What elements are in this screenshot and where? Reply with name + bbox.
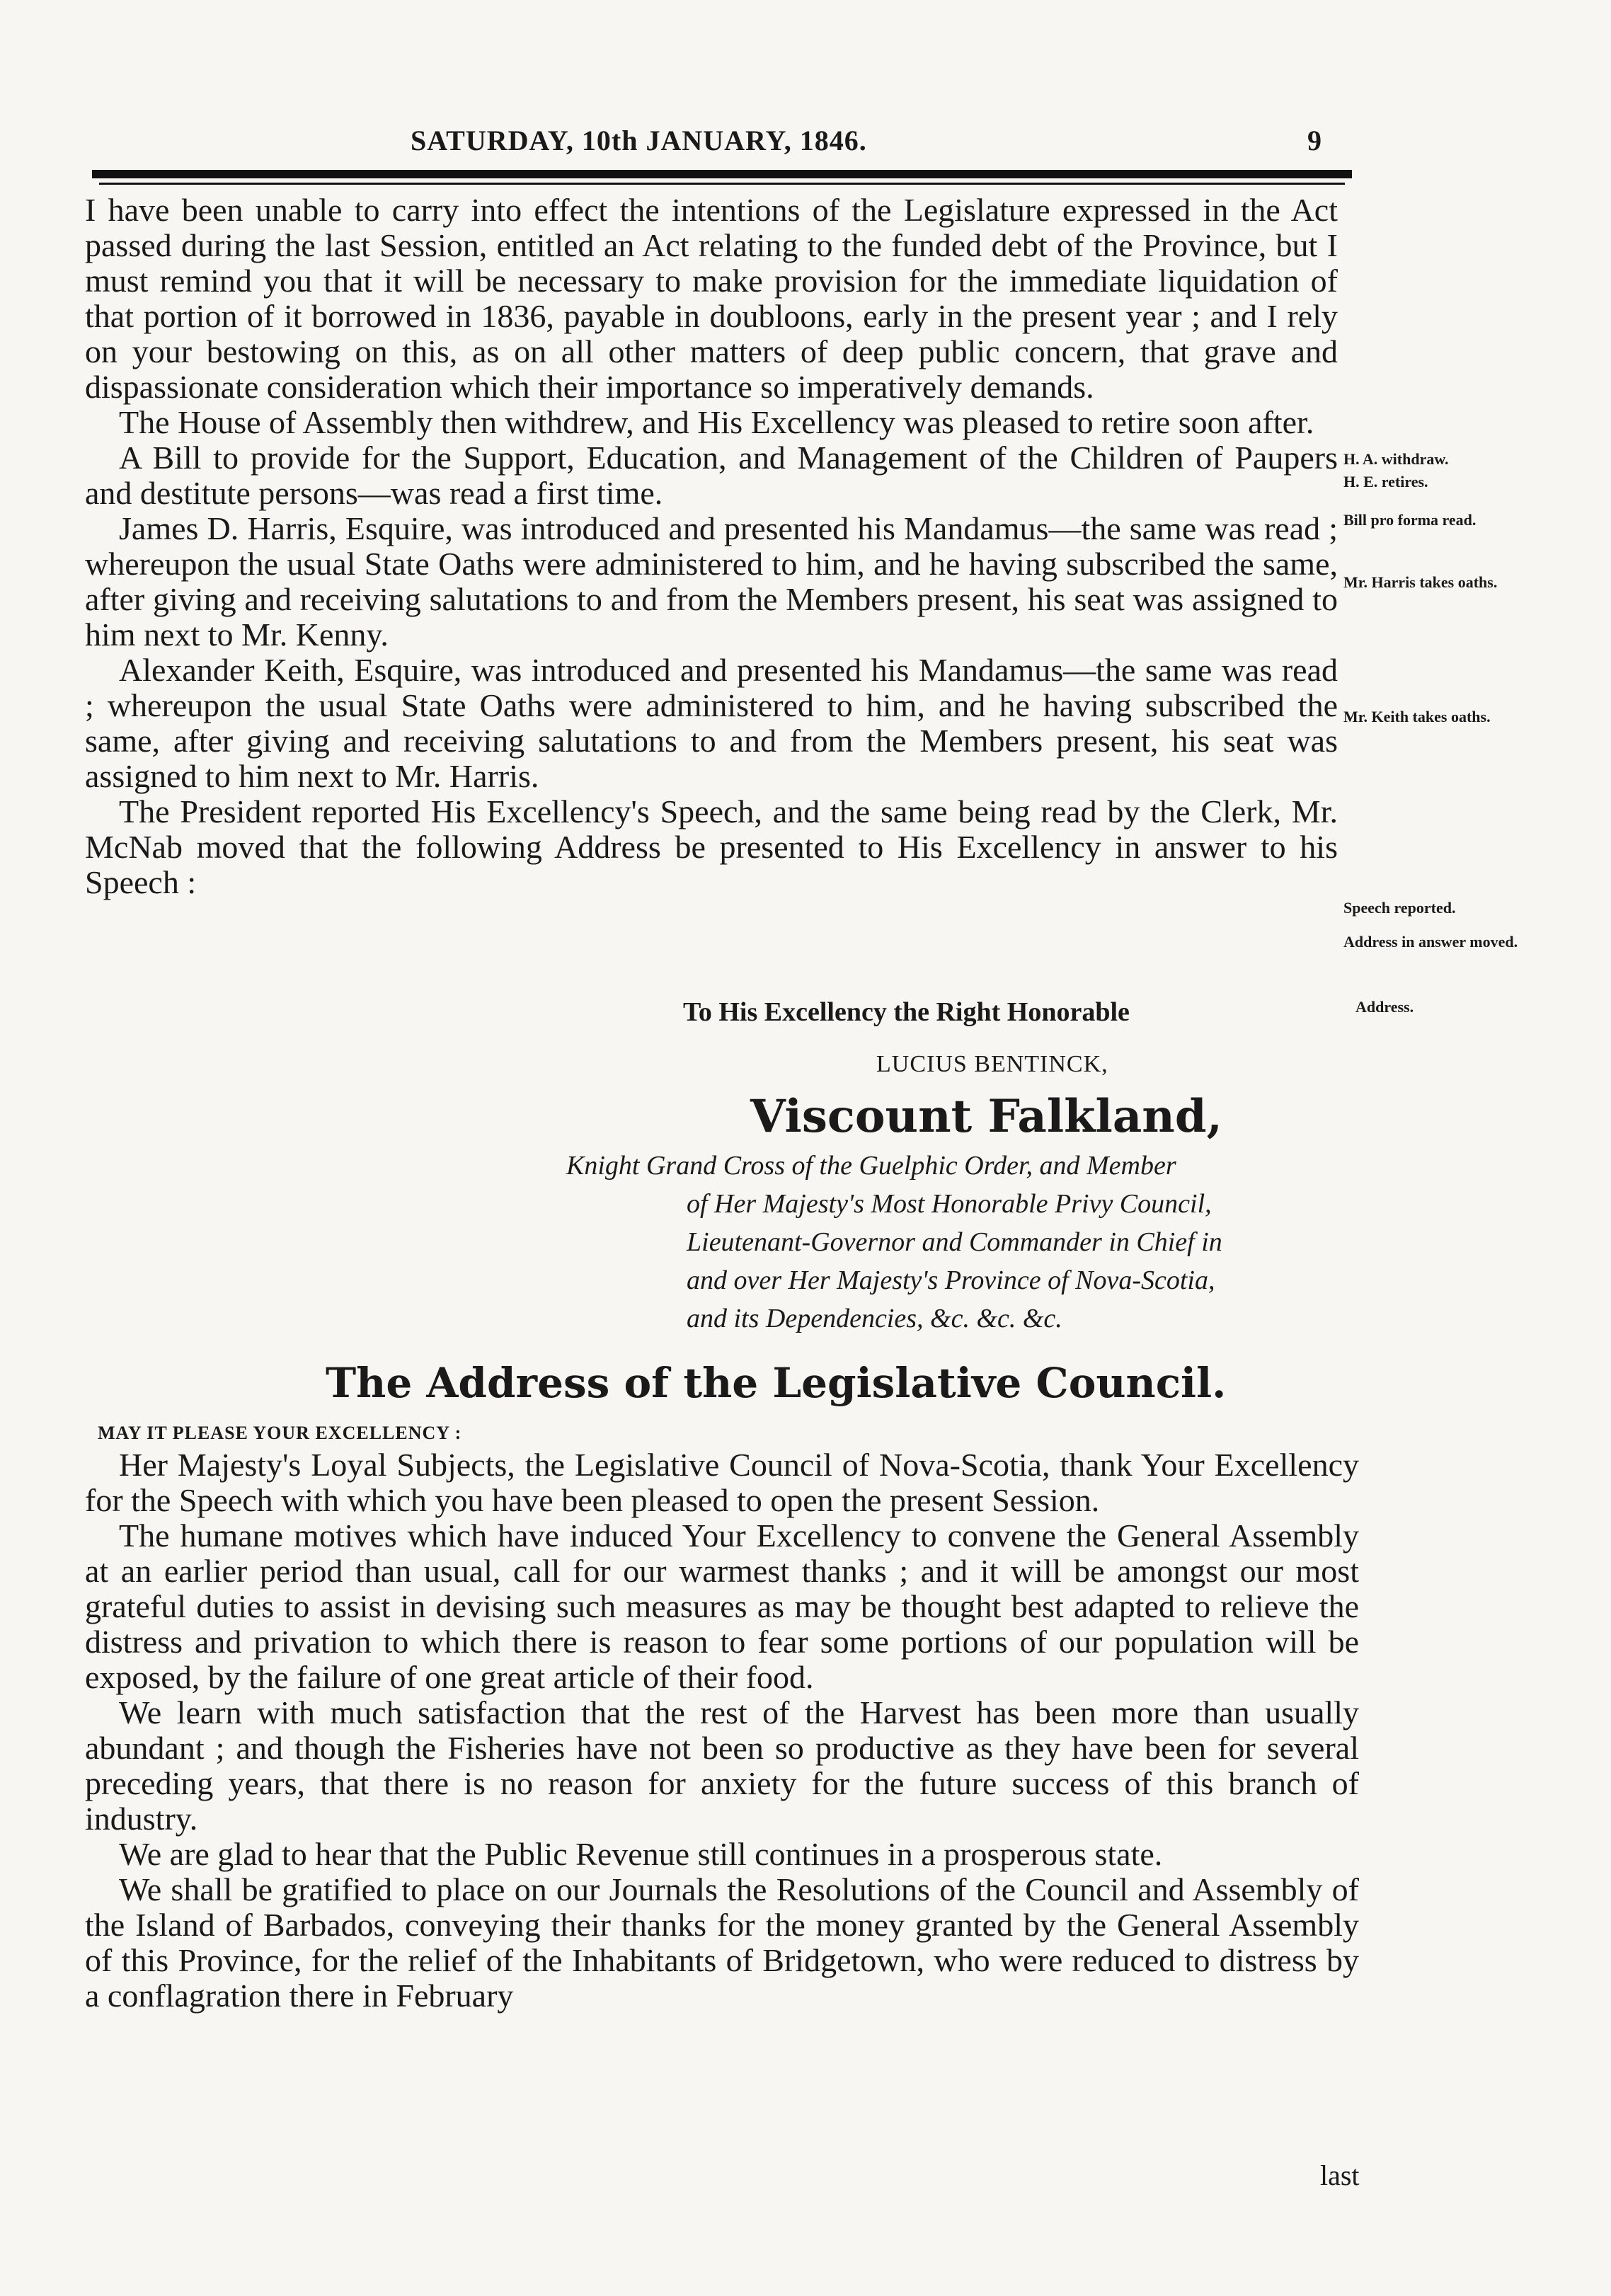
margin-note-keith: Mr. Keith takes oaths. <box>1343 708 1491 725</box>
council-heading: The Address of the Legislative Council. <box>326 1359 1227 1407</box>
margin-note-address: Address. <box>1355 998 1414 1016</box>
page-header <box>411 124 1331 157</box>
main-text <box>85 193 1338 900</box>
address-paragraph-motives: The humane motives which have induced Your Excellency to convene the General Assembly at an earlier period than usual, call for our warmest thanks ; and it will be amongst our most grateful duties to assist in devising such measures as may be thought best adapted to relieve the distress and privation to which there is reason to fear some portions of our population will be exposed, by the failure of one great article of their food. <box>85 1517 1359 1695</box>
paragraph-legislature: I have been unable to carry into effect the intentions of the Legislature expressed in the Act passed during the last Session, entitled an Act relating to the funded debt of the Province, but I must remind you that it will be necessary to make provision for the immediate liquidation of that portion of it borrowed in 1836, payable in doubloons, early in the present year ; and I rely on your bestowing on this, as on all other matters of deep public concern, that grave and dispassionate consideration which their importance so imperatively demands. <box>85 192 1338 405</box>
address-viscount: Viscount Falkland, <box>750 1090 1222 1143</box>
address-paragraph-revenue: We are glad to hear that the Public Revenue still continues in a prosperous state. <box>119 1836 1163 1872</box>
address-name: LUCIUS BENTINCK, <box>876 1051 1108 1077</box>
margin-note-address-moved: Address in answer moved. <box>1343 933 1518 951</box>
paragraph-withdrew: The House of Assembly then withdrew, and His Excellency was pleased to retire soon after. <box>119 404 1314 440</box>
titles-line-2: of Her Majesty's Most Honorable Privy Council, <box>687 1189 1212 1219</box>
paragraph-speech: The President reported His Excellency's Speech, and the same being read by the Clerk, Mr. McNab moved that the following Address be presented to His Excellency in answer to his Speech : <box>85 793 1338 900</box>
address-to: To His Excellency the Right Honorable <box>683 997 1130 1027</box>
margin-note-harris: Mr. Harris takes oaths. <box>1343 573 1498 591</box>
catchword: last <box>1320 2159 1360 2191</box>
address-paragraph-harvest: We learn with much satisfaction that the rest of the Harvest has been more than usually abundant ; and though the Fisheries have not been so productive as they have been for several preceding years, that there is no reason for anxiety for the future success of this branch of industry. <box>85 1694 1359 1837</box>
page-number: 9 <box>1307 125 1322 156</box>
header-rule-thick <box>92 170 1352 178</box>
header-date: SATURDAY, 10th JANUARY, 1846. <box>411 125 867 156</box>
titles-line-3: Lieutenant-Governor and Commander in Chief in <box>687 1227 1222 1257</box>
titles-line-5: and its Dependencies, &c. &c. &c. <box>687 1304 1062 1333</box>
address-titles <box>566 1147 1359 1338</box>
margin-note-retires: H. E. retires. <box>1343 473 1428 490</box>
margin-note-bill: Bill pro forma read. <box>1343 511 1477 529</box>
titles-line-4: and over Her Majesty's Province of Nova-Scotia, <box>687 1265 1215 1295</box>
paragraph-keith: Alexander Keith, Esquire, was introduced and presented his Mandamus—the same was read ; whereupon the usual State Oaths were administered to him, and he having subscribed the same, after giving and receiving salutations to and from the Members present, his seat was assigned to him next to Mr. Harris. <box>85 652 1338 794</box>
address-body <box>85 1447 1359 2014</box>
address-paragraph-thanks: Her Majesty's Loyal Subjects, the Legislative Council of Nova-Scotia, thank Your Excellency for the Speech with which you have been pleased to open the present Session. <box>85 1447 1359 1518</box>
margin-note-withdraw: H. A. withdraw. <box>1343 450 1449 468</box>
paragraph-bill: A Bill to provide for the Support, Education, and Management of the Children of Paupers and destitute persons—was read a first time. <box>85 440 1338 511</box>
titles-line-1: Knight Grand Cross of the Guelphic Order, and Member <box>566 1151 1176 1181</box>
header-rule-thin <box>99 183 1345 185</box>
salutation: MAY IT PLEASE YOUR EXCELLENCY : <box>98 1423 462 1443</box>
paragraph-harris: James D. Harris, Esquire, was introduced and presented his Mandamus—the same was read ; whereupon the usual State Oaths were administered to him, and he having subscribed the same, after giving and receiving salutations to and from the Members present, his seat was assigned to him next to Mr. Kenny. <box>85 510 1338 653</box>
address-paragraph-barbados: We shall be gratified to place on our Journals the Resolutions of the Council and Assembly of the Island of Barbados, conveying their thanks for the money granted by the General Assembly of this Province, for the relief of the Inhabitants of Bridgetown, who were reduced to distress by a conflagration there in February <box>85 1871 1359 2014</box>
margin-note-speech: Speech reported. <box>1343 899 1456 917</box>
